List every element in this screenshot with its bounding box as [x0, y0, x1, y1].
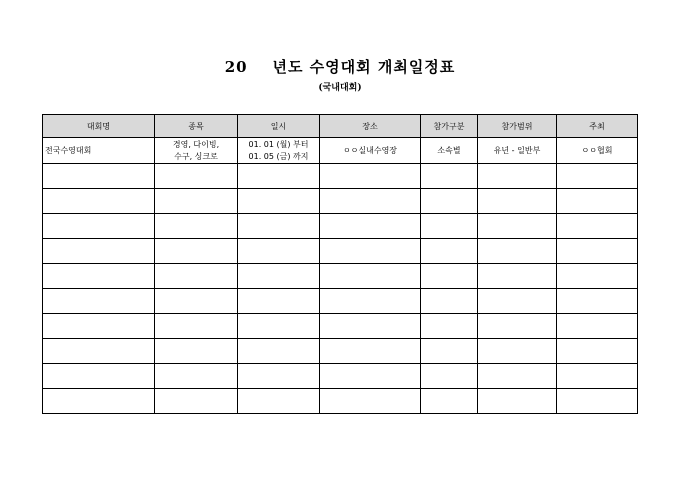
empty-cell — [238, 214, 320, 239]
empty-cell — [155, 389, 238, 414]
table-row — [43, 239, 638, 264]
empty-cell — [155, 164, 238, 189]
empty-cell — [320, 239, 421, 264]
empty-cell — [421, 289, 478, 314]
empty-cell — [421, 214, 478, 239]
empty-cell — [421, 189, 478, 214]
empty-cell — [557, 314, 638, 339]
empty-cell — [155, 239, 238, 264]
header-entry-category: 참가구분 — [421, 115, 478, 138]
table-row — [43, 214, 638, 239]
header-organizer: 주최 — [557, 115, 638, 138]
date-line-2: 01. 05 (금) 까지 — [248, 151, 309, 161]
empty-cell — [478, 214, 557, 239]
empty-cell — [320, 339, 421, 364]
table-row — [43, 138, 638, 164]
empty-cell — [478, 189, 557, 214]
cell-event-name: 전국수영대회 — [43, 138, 155, 164]
empty-cell — [238, 164, 320, 189]
empty-cell — [557, 264, 638, 289]
table-row — [43, 389, 638, 414]
empty-cell — [43, 289, 155, 314]
cell-disciplines — [155, 138, 238, 164]
empty-cell — [557, 164, 638, 189]
header-venue: 장소 — [320, 115, 421, 138]
empty-cell — [238, 339, 320, 364]
table-row — [43, 289, 638, 314]
cell-entry-range: 유년 - 일반부 — [478, 138, 557, 164]
header-event-name: 대회명 — [43, 115, 155, 138]
empty-cell — [557, 239, 638, 264]
empty-cell — [155, 339, 238, 364]
schedule-table — [42, 114, 638, 414]
empty-cell — [478, 389, 557, 414]
empty-cell — [238, 264, 320, 289]
cell-venue: ㅇㅇ실내수영장 — [320, 138, 421, 164]
header-date: 일시 — [238, 115, 320, 138]
empty-cell — [421, 389, 478, 414]
cell-organizer: ㅇㅇ협회 — [557, 138, 638, 164]
empty-cell — [43, 189, 155, 214]
date-line-1: 01. 01 (월) 부터 — [248, 139, 309, 149]
table-row — [43, 339, 638, 364]
empty-cell — [320, 164, 421, 189]
header-row — [43, 115, 638, 138]
empty-cell — [478, 239, 557, 264]
empty-cell — [478, 289, 557, 314]
table-row — [43, 314, 638, 339]
empty-cell — [155, 364, 238, 389]
empty-cell — [238, 389, 320, 414]
empty-cell — [320, 364, 421, 389]
empty-cell — [238, 314, 320, 339]
cell-entry-category: 소속별 — [421, 138, 478, 164]
empty-cell — [421, 364, 478, 389]
empty-cell — [557, 189, 638, 214]
empty-cell — [155, 189, 238, 214]
empty-cell — [557, 364, 638, 389]
empty-cell — [155, 314, 238, 339]
empty-cell — [43, 314, 155, 339]
empty-cell — [478, 364, 557, 389]
empty-cell — [320, 389, 421, 414]
header-disciplines: 종목 — [155, 115, 238, 138]
document-subtitle: (국내대회) — [318, 83, 362, 93]
empty-cell — [43, 364, 155, 389]
empty-cell — [155, 289, 238, 314]
empty-cell — [478, 314, 557, 339]
empty-cell — [320, 214, 421, 239]
empty-cell — [155, 264, 238, 289]
empty-cell — [557, 214, 638, 239]
empty-cell — [557, 339, 638, 364]
empty-cell — [320, 189, 421, 214]
empty-cell — [238, 239, 320, 264]
disciplines-line-2: 수구, 싱크로 — [174, 151, 218, 161]
empty-cell — [478, 264, 557, 289]
empty-cell — [238, 289, 320, 314]
empty-cell — [320, 289, 421, 314]
empty-cell — [43, 389, 155, 414]
empty-cell — [155, 214, 238, 239]
empty-cell — [421, 239, 478, 264]
empty-cell — [238, 189, 320, 214]
empty-cell — [421, 314, 478, 339]
empty-cell — [421, 264, 478, 289]
empty-cell — [421, 164, 478, 189]
cell-date — [238, 138, 320, 164]
table-row — [43, 164, 638, 189]
empty-cell — [557, 289, 638, 314]
empty-cell — [43, 264, 155, 289]
empty-cell — [43, 339, 155, 364]
empty-cell — [557, 389, 638, 414]
disciplines-line-1: 경영, 다이빙, — [172, 139, 220, 149]
empty-cell — [238, 364, 320, 389]
empty-cell — [43, 239, 155, 264]
empty-cell — [478, 339, 557, 364]
document-title: 20 년도 수영대회 개최일정표 — [224, 58, 456, 76]
table-row — [43, 189, 638, 214]
empty-cell — [43, 214, 155, 239]
table-row — [43, 364, 638, 389]
empty-cell — [43, 164, 155, 189]
empty-cell — [478, 164, 557, 189]
empty-cell — [320, 314, 421, 339]
empty-cell — [320, 264, 421, 289]
header-entry-range: 참가범위 — [478, 115, 557, 138]
table-row — [43, 264, 638, 289]
empty-cell — [421, 339, 478, 364]
